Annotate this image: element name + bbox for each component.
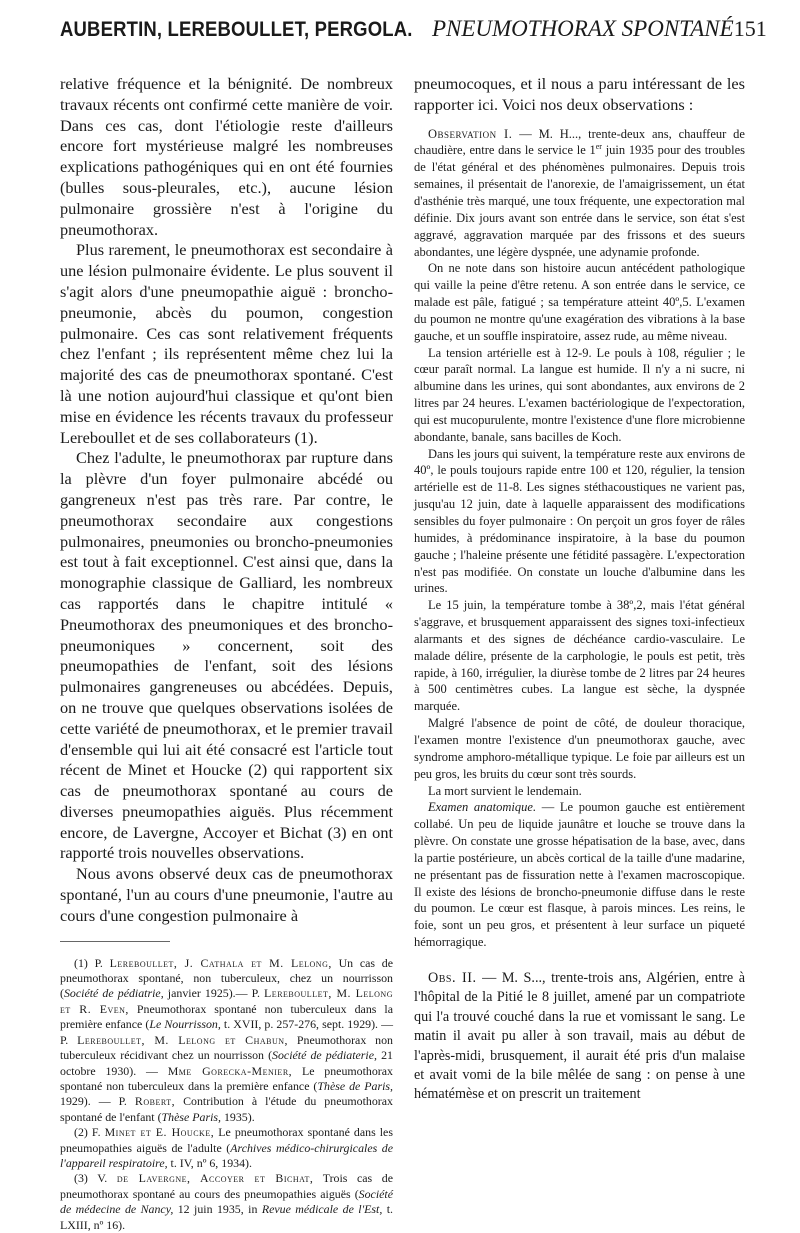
fn1-text: janvier 1925).— P. — [163, 986, 265, 1001]
fn1-text: 1929). — P. — [60, 1094, 135, 1109]
fn1-source: Thèse Paris, — [161, 1109, 221, 1124]
fn1-text: Un cas de pneumothorax spontané, non tuberculeux, chez un nourrisson ( — [60, 955, 393, 1001]
fn1-authors: Lereboullet, M. Lelong et R. Even, — [60, 986, 393, 1016]
obs2-label: Obs. II. — [428, 969, 477, 986]
fn2-source: Archives médico-chirurgicales de l'appareil respiratoire, — [60, 1140, 393, 1170]
exam-label: Examen anatomique. — [428, 800, 537, 815]
left-paragraph-2: Plus rarement, le pneumothorax est secondaire à une lésion pulmonaire évidente. Le plus souvent il s'agit alors d'une pneumopathie aiguë : broncho-pneumonie, abcès du poumon, congestion pulmonaire. Ces cas sont relativement fréquents chez l'enfant ; ils représentent même chez lui la majorité des cas de pneumothorax spontané. C'est là une notion aujourd'hui classique et qu'ont bien mise en évidence les récents travaux du professeur Lereboullet et de ses collaborateurs (1). — [60, 240, 393, 447]
fn1-source: Thèse de Paris, — [317, 1078, 393, 1093]
fn3-text: t. LXIII, nº 16). — [60, 1202, 393, 1232]
header-authors: AUBERTIN, LEREBOULLET, PERGOLA. — [60, 17, 413, 41]
fn1-authors: Lereboullet, M. Lelong et Chabun, — [77, 1032, 289, 1047]
footnote-2 — [60, 1125, 393, 1171]
left-paragraph-4: Nous avons observé deux cas de pneumothorax spontané, l'un au cours d'une pneumonie, l'autre au cours d'une congestion pulmonaire à — [60, 864, 393, 925]
left-column — [60, 74, 393, 1233]
fn1-text: 21 octobre 1930). — — [60, 1048, 393, 1078]
footnotes — [60, 956, 393, 1233]
fn1-source: Société de pédiatrie, — [63, 986, 164, 1001]
observation-2 — [414, 969, 745, 1105]
fn3-text: Trois cas de pneumothorax spontané au cours des pneumopathies aiguës ( — [60, 1171, 393, 1201]
fn1-text: Le pneumothorax spontané non tuberculeux dans la première enfance ( — [60, 1063, 393, 1093]
footnote-3 — [60, 1171, 393, 1233]
observation-1 — [414, 126, 745, 951]
fn1-text: Pneumothorax non tuberculeux récidivant chez un nourrisson ( — [60, 1032, 393, 1063]
exam-text: — Le poumon gauche est entièrement collabé. Un peu de liquide jaunâtre et louche se trouve dans la plèvre. On constate une grosse hépatisation de la base, avec, dans la partie postérieure, un abcès cortical de la taille d'une madarine, ne présentant pas de fissuration nette à l'examen macroscopique. Il existe des lésions de broncho-pneumonie diffuse dans le reste du poumon. Le cœur est flasque, à parois minces. Les reins, le foie, sont un peu gros, et présentent à leur surface un piqueté hémorragique. — [414, 800, 746, 950]
fn2-text: (2) F. — [74, 1125, 105, 1140]
obs1-paragraph-1 — [414, 126, 745, 261]
header-title: PNEUMOTHORAX SPONTANÉ — [431, 16, 734, 41]
fn3-source: Société de médecine de Nancy, — [60, 1186, 393, 1217]
fn1-text: t. XVII, p. 257-276, sept. 1929). — P. — [60, 1017, 393, 1047]
footnote-separator — [60, 941, 170, 942]
fn1-text: (1) P. — [74, 955, 110, 970]
fn3-text: 12 juin 1935, in — [173, 1202, 262, 1217]
obs1-paragraph-2: On ne note dans son histoire aucun antécédent pathologique qui vaille la peine d'être retenu. A son entrée dans le service, ce malade est pâle, fatigué ; sa température atteint 40º,5. L'examen du poumon ne montre qu'une exagération des vibrations à la base gauche, et un souffle inspiratoire, assez rude, au même niveau. — [414, 261, 745, 343]
obs1-paragraph-4: Dans les jours qui suivent, la température reste aux environs de 40º, le pouls toujours rapide entre 100 et 120, régulier, la tension artérielle est de 11-8. Les signes stéthacoustiques ne varient pas, jusqu'au 12 juin, date à laquelle apparaissent des modifications sensibles du foyer pulmonaire : On perçoit un gros foyer de râles humides, à prédominance inspiratoire, à la base du poumon gauche ; l'haleine présente une fétidité passagère. L'expectoration n'est pas modifiée. On constate un louche d'albumine dans les urines. — [414, 446, 745, 596]
left-paragraph-1: relative fréquence et la bénignité. De nombreux travaux récents ont confirmé cette manière de voir. Dans ces cas, dont l'étiologie reste d'ailleurs encore fort mystérieuse malgré les nombreuses explications pathogéniques qui en ont été fournies (bulles sous-pleurales, etc.), aucune lésion pulmonaire grossière n'est à l'origine du pneumothorax. — [60, 74, 393, 239]
fn1-source: Société de pédiaterie, — [272, 1048, 377, 1063]
obs1-text: juin 1935 pour des troubles de l'état général et des phénomènes pulmonaires. Depuis trois semaines, il présentait de l'anorexie, de l'amaigrissement, un état d'asthénie très marqué, une toux fréquente, une expectoration mal définie. Dix jours avant son entrée dans le service, son état s'est aggravé, aggravation marquée par des frissons et des sueurs abondantes, une légère dyspnée, une adynamie profonde. — [414, 143, 745, 259]
fn1-authors: Robert, — [134, 1094, 176, 1109]
fn3-authors: de Lavergne, Accoyer et Bichat, — [116, 1171, 314, 1186]
fn2-text: t. IV, nº 6, 1934). — [167, 1155, 252, 1170]
obs1-paragraph-6: Malgré l'absence de point de côté, de douleur thoracique, l'examen montre l'existence d'un pneumothorax gauche, avec syndrome amphoro-métallique typique. Le foie par ailleurs est un peu gros, les bruits du cœur sont très sourds. — [414, 716, 745, 781]
right-intro-paragraph: pneumocoques, et il nous a paru intéressant de les rapporter ici. Voici nos deux observations : — [414, 74, 745, 114]
obs1-paragraph-8 — [414, 799, 745, 951]
left-paragraph-3: Chez l'adulte, le pneumothorax par rupture dans la plèvre d'un foyer pulmonaire abcédé ou gangreneux n'est pas très rare. Par contre, le pneumothorax secondaire aux congestions pulmonaires, pneumonies ou broncho-pneumonies est tout à fait exceptionnel. C'est ainsi que, dans la monographie classique de Galliard, les nombreux cas rapportés dans le chapitre intitulé « Pneumothorax des pneumoniques et des broncho-pneumoniques » concernent, soit des pneumopathies de l'enfant, soit des lésions pulmonaires gangreneuses ou abcédées. Depuis, on ne trouve que quelques observations isolées de cette variété de pneumothorax, et le premier travail d'ensemble qui lui ait été consacré est l'article tout récent de Minet et Houcke (2) qui rapportent six cas de pneumothorax spontané au cours de diverses pneumopathies aiguës. Plus récemment encore, de Lavergne, Accoyer et Bichat (3) en ont rapporté trois nouvelles observations. — [60, 448, 393, 863]
obs1-paragraph-3: La tension artérielle est à 12-9. Le pouls à 108, régulier ; le cœur paraît normal. La langue est humide. Il n'y a ni sucre, ni albumine dans les urines, qui sont abondantes, aux environs de 2 litres par 24 heures. L'examen bactériologique de l'expectoration, qui est mucopurulente, montre l'existence d'une flore microbienne abondante, banale, sans bacilles de Koch. — [414, 345, 745, 444]
obs1-text: — M. H..., trente-deux ans, chauffeur de chaudière, entre dans le service le 1 — [414, 126, 745, 158]
fn1-source: Le Nourrisson, — [149, 1017, 221, 1032]
right-column — [414, 74, 745, 1105]
fn3-source: Revue médicale de l'Est, — [261, 1202, 383, 1217]
obs2-text: — M. S..., trente-trois ans, Algérien, entre à l'hôpital de la Pitié le 8 juillet, amené par un compatriote qui l'a trouvé couché dans la rue et vomissant le sang. Le matin il avait pu aller à son travail, mais au début de l'après-midi, brusquement, il aurait été pris d'un malaise et avait vomi de la bile mêlée de sang : on pense à une hématémèse et on prescrit un traitement — [414, 969, 745, 1103]
obs1-paragraph-7: La mort survient le lendemain. — [428, 783, 582, 798]
fn1-text: Contribution à l'étude du pneumothorax spontané de l'enfant ( — [60, 1094, 393, 1124]
obs1-label: Observation I. — [428, 126, 513, 141]
footnote-1 — [60, 956, 393, 1125]
fn1-authors: Lereboullet, J. Cathala et M. Lelong, — [109, 955, 332, 970]
fn1-text: 1935). — [221, 1109, 255, 1124]
obs1-paragraph-5: Le 15 juin, la température tombe à 38º,2, mais l'état général s'aggrave, et brusquement apparaissent des signes toxi-infectieux alarmants et des signes de déchéance cardio-vasculaire. Le malade délire, présente de la carphologie, le pouls est petit, très rapide, à 160, irrégulier, la diurèse tombe de 2 litres par 24 heures à 500 centimètres cubes. La langue est sèche, la dyspnée marquée. — [414, 598, 745, 714]
right-intro — [414, 74, 745, 116]
left-body — [60, 74, 393, 927]
fn3-text: (3) V. — [74, 1171, 117, 1186]
running-header — [60, 16, 767, 54]
fn2-authors: Minet et E. Houcke, — [104, 1125, 215, 1140]
obs2-paragraph — [414, 969, 745, 1105]
fn2-text: Le pneumothorax spontané dans les pneumopathies aiguës de l'adulte ( — [60, 1125, 393, 1155]
obs1-superscript: er — [595, 142, 602, 152]
fn1-text: Pneumothorax spontané non tuberculeux dans la première enfance ( — [60, 1001, 393, 1032]
page-number: 151 — [733, 16, 767, 41]
fn1-authors: Mme Gorecka-Menier, — [167, 1063, 293, 1078]
